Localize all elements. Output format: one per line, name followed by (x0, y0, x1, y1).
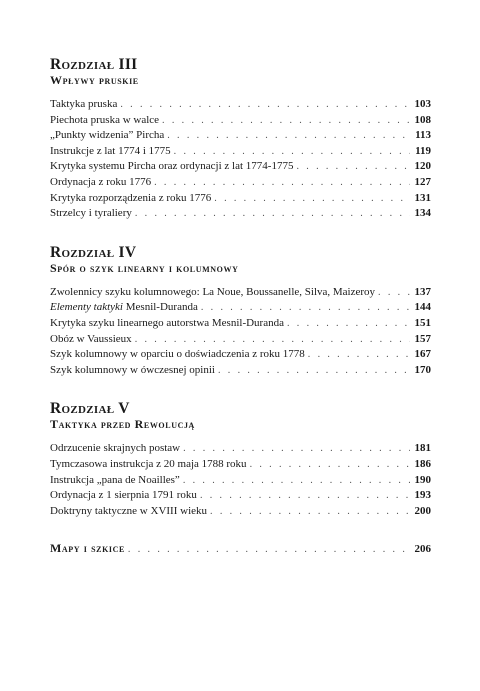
dot-leader (174, 144, 410, 160)
toc-page-number: 127 (414, 175, 431, 188)
toc-entry[interactable] (50, 347, 431, 363)
dot-leader (378, 285, 410, 301)
toc-entry[interactable] (50, 504, 431, 520)
toc-entry-label (50, 300, 198, 316)
toc-entry-label: Doktryny taktyczne w XVIII wieku (50, 504, 208, 517)
toc-entry-maps[interactable] (50, 541, 431, 558)
dot-leader (308, 347, 410, 363)
toc-entry-label: Obóz w Vaussieux (50, 332, 132, 345)
toc-page-number: 193 (414, 489, 431, 502)
toc-page-number: 170 (414, 363, 431, 376)
toc-page-number: 131 (414, 191, 431, 204)
toc-entry-label: Instrukcja „pana de Noailles” (50, 473, 180, 486)
dot-leader (218, 363, 410, 379)
toc-page-number: 144 (414, 301, 431, 314)
toc-entry[interactable] (50, 285, 431, 301)
toc-page-number: 181 (414, 442, 431, 455)
toc-entry-label: Szyk kolumnowy w ówczesnej opinii (50, 363, 215, 376)
toc-page-number: 119 (415, 144, 431, 157)
toc-entry[interactable] (50, 316, 431, 332)
chapter-4 (50, 244, 431, 379)
toc-entry-label: Strzelcy i tyraliery (50, 207, 132, 220)
toc-entry-label: Krytyka szyku linearnego autorstwa Mesnil-Duranda (50, 316, 284, 329)
toc-entry-label: Krytyka rozporządzenia z roku 1776 (50, 191, 212, 204)
toc-entry[interactable] (50, 206, 431, 222)
dot-leader (183, 441, 410, 457)
chapter-3 (50, 56, 431, 222)
toc-page-number: 186 (414, 457, 431, 470)
toc-entry-label: Ordynacja z roku 1776 (50, 175, 152, 188)
toc-entry-label: Szyk kolumnowy w oparciu o doświadczenia z roku 1778 (50, 348, 305, 361)
chapter-title: Rozdział V (50, 400, 130, 418)
chapter-subtitle: Spór o szyk linearny i kolumnowy (50, 260, 239, 275)
toc-entry-label: Zwolennicy szyku kolumnowego: La Noue, Boussanelle, Silva, Maizeroy (50, 285, 376, 298)
dot-leader (162, 113, 410, 129)
toc-entry-label: Mapy i szkice (50, 541, 125, 556)
table-of-contents (50, 56, 431, 558)
dot-leader (135, 206, 410, 222)
toc-page-number: 190 (414, 473, 431, 486)
toc-entry-label: Odrzucenie skrajnych postaw (50, 442, 181, 455)
dot-leader (250, 457, 410, 473)
toc-entry[interactable] (50, 488, 431, 504)
toc-entry-label: Taktyka pruska (50, 98, 118, 110)
toc-entry-list (50, 97, 431, 222)
toc-entry[interactable] (50, 159, 431, 175)
toc-entry-label: Piechota pruska w walce (50, 113, 160, 126)
toc-entry[interactable] (50, 97, 431, 113)
dot-leader (154, 175, 410, 191)
toc-entry-list (50, 285, 431, 379)
toc-page-number: 120 (414, 160, 431, 173)
toc-entry[interactable] (50, 191, 431, 207)
toc-entry[interactable] (50, 300, 431, 316)
toc-page-number: 103 (414, 98, 431, 110)
toc-page-number: 200 (414, 504, 431, 517)
toc-page-number: 137 (414, 285, 431, 298)
chapter-subtitle: Taktyka przed Rewolucją (50, 417, 195, 432)
toc-entry-label-rest: Mesnil-Duranda (123, 301, 198, 314)
toc-page-number: 151 (414, 316, 431, 329)
toc-entry[interactable] (50, 175, 431, 191)
toc-entry-label-italic: Elementy taktyki (50, 301, 123, 314)
toc-entry-label: Instrukcje z lat 1774 i 1775 (50, 144, 171, 157)
chapter-subtitle: Wpływy pruskie (50, 73, 139, 87)
toc-entry-label: „Punkty widzenia” Pircha (50, 129, 165, 142)
toc-entry[interactable] (50, 363, 431, 379)
dot-leader (200, 488, 410, 504)
toc-page-number: 134 (414, 207, 431, 220)
toc-entry[interactable] (50, 457, 431, 473)
dot-leader (287, 316, 410, 332)
toc-page-number: 157 (414, 332, 431, 345)
dot-leader (128, 542, 410, 558)
dot-leader (201, 300, 410, 316)
dot-leader (296, 159, 410, 175)
toc-page-number: 167 (414, 348, 431, 361)
toc-entry-label: Ordynacja z 1 sierpnia 1791 roku (50, 489, 197, 502)
dot-leader (135, 332, 410, 348)
toc-entry-label: Tymczasowa instrukcja z 20 maja 1788 roku (50, 457, 247, 470)
toc-entry[interactable] (50, 473, 431, 489)
dot-leader (183, 473, 410, 489)
toc-entry[interactable] (50, 332, 431, 348)
toc-page-number: 113 (415, 129, 431, 142)
toc-page-number: 206 (414, 543, 431, 556)
chapter-5 (50, 400, 431, 519)
chapter-title: Rozdział III (50, 56, 138, 73)
toc-entry[interactable] (50, 144, 431, 160)
dot-leader (210, 504, 410, 520)
toc-entry[interactable] (50, 128, 431, 144)
dot-leader (120, 97, 410, 113)
dot-leader (214, 191, 410, 207)
toc-entry[interactable] (50, 441, 431, 457)
toc-entry[interactable] (50, 113, 431, 129)
chapter-title: Rozdział IV (50, 243, 137, 261)
dot-leader (167, 128, 410, 144)
toc-entry-label: Krytyka systemu Pircha oraz ordynacji z lat 1774-1775 (50, 160, 294, 173)
toc-page-number: 108 (414, 113, 431, 126)
toc-entry-list (50, 441, 431, 519)
